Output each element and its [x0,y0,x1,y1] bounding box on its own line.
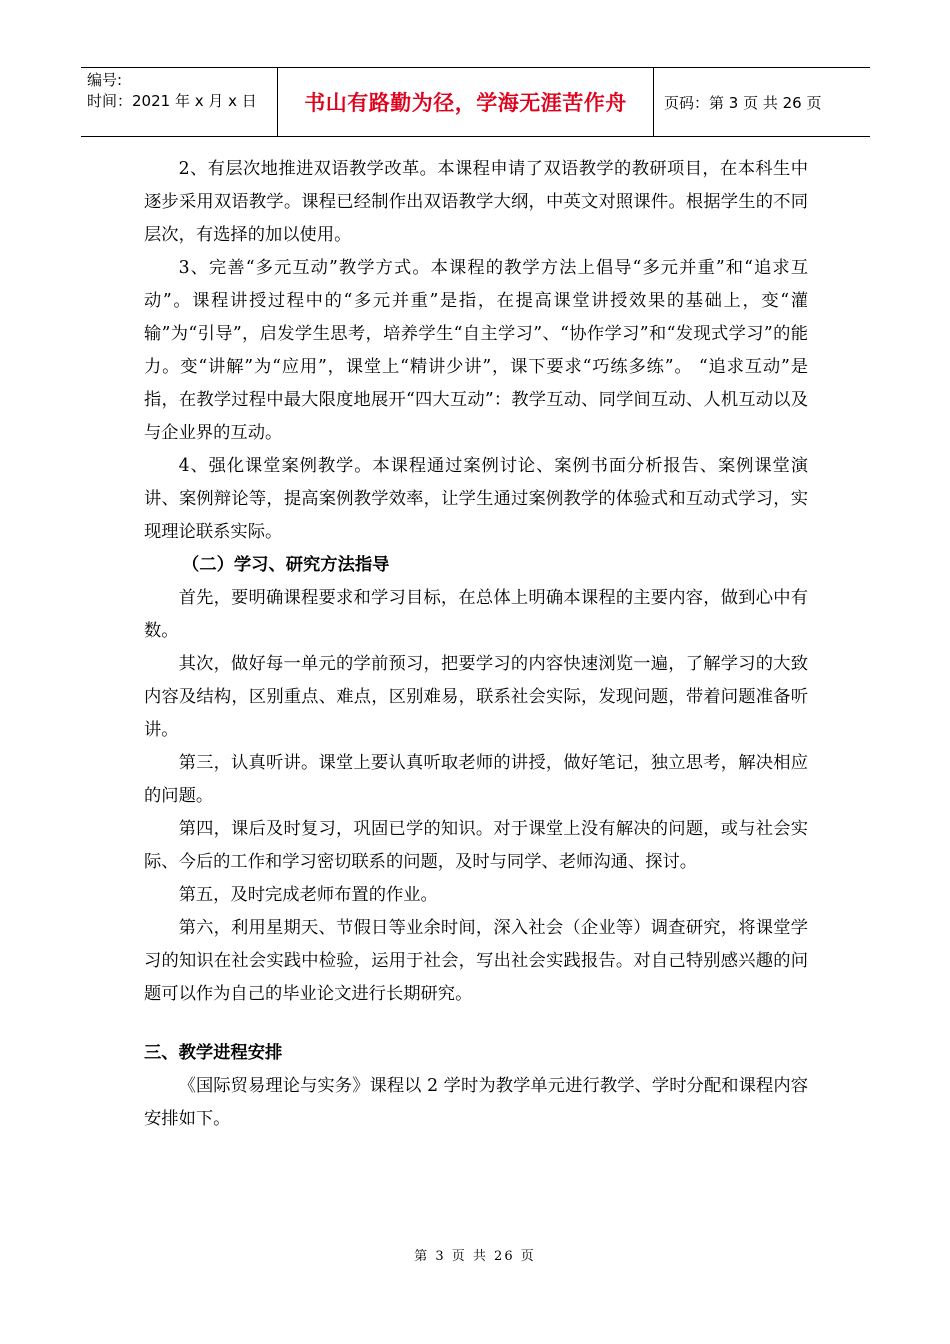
subsection-heading: （二）学习、研究方法指导 [182,555,390,575]
paragraph-first: 首先，要明确课程要求和学习目标，在总体上明确本课程的主要内容，做到心中有数。 [144,588,808,641]
page-header [81,67,870,137]
paragraph-schedule-intro: 《国际贸易理论与实务》课程以 2 学时为教学单元进行教学、学时分配和课程内容安排如下。 [144,1076,808,1129]
header-motto: 书山有路勤为径，学海无涯苦作舟 [304,91,627,115]
paragraph-third: 第三，认真听讲。课堂上要认真听取老师的讲授，做好笔记，独立思考，解决相应的问题。 [144,753,808,806]
header-page-cell [654,68,870,136]
header-page-number: 页码：第 3 页 共 26 页 [664,93,822,112]
paragraph-fourth: 第四，课后及时复习，巩固已学的知识。对于课堂上没有解决的问题，或与社会实际、今后的工作和学习密切联系的问题，及时与同学、老师沟通、探讨。 [144,819,808,872]
paragraph-fifth: 第五，及时完成老师布置的作业。 [178,885,438,905]
paragraph-interactive-teaching: 3、完善“多元互动”教学方式。本课程的教学方法上倡导“多元并重”和“追求互动”。课程讲授过程中的“多元并重”是指，在提高课堂讲授效果的基础上，变“灌输”为“引导”，启发学生思考，培养学生“自主学习”、“协作学习”和“发现式学习”的能力。变“讲解”为“应用”，课堂上“精讲少讲”，课下要求“巧练多练”。 “追求互动”是指，在教学过程中最大限度地展开“四大互动”：教学互动、同学间互动、人机互动以及与企业界的互动。 [144,258,808,443]
header-info-cell [81,68,278,136]
paragraph-bilingual-teaching: 2、有层次地推进双语教学改革。本课程申请了双语教学的教研项目，在本科生中逐步采用双语教学。课程已经制作出双语教学大纲，中英文对照课件。根据学生的不同层次，有选择的加以使用。 [144,159,808,245]
section-heading: 三、教学进程安排 [144,1043,283,1063]
header-motto-cell [278,68,654,136]
paragraph-sixth: 第六，利用星期天、节假日等业余时间，深入社会（企业等）调查研究，将课堂学习的知识在社会实践中检验，运用于社会，写出社会实践报告。对自己特别感兴趣的问题可以作为自己的毕业论文进行长期研究。 [144,918,808,1004]
document-time-label: 时间：2021 年 x 月 x 日 [87,92,257,110]
paragraph-second: 其次，做好每一单元的学前预习，把要学习的内容快速浏览一遍，了解学习的大致内容及结构，区别重点、难点，区别难易，联系社会实际，发现问题，带着问题准备听讲。 [144,654,808,740]
document-number-label: 编号: [87,71,123,89]
page-footer: 第 3 页 共 26 页 [414,1249,536,1264]
document-body [144,153,808,1136]
paragraph-case-teaching: 4、强化课堂案例教学。本课程通过案例讨论、案例书面分析报告、案例课堂演讲、案例辩论等，提高案例教学效率，让学生通过案例教学的体验式和互动式学习，实现理论联系实际。 [144,456,808,542]
